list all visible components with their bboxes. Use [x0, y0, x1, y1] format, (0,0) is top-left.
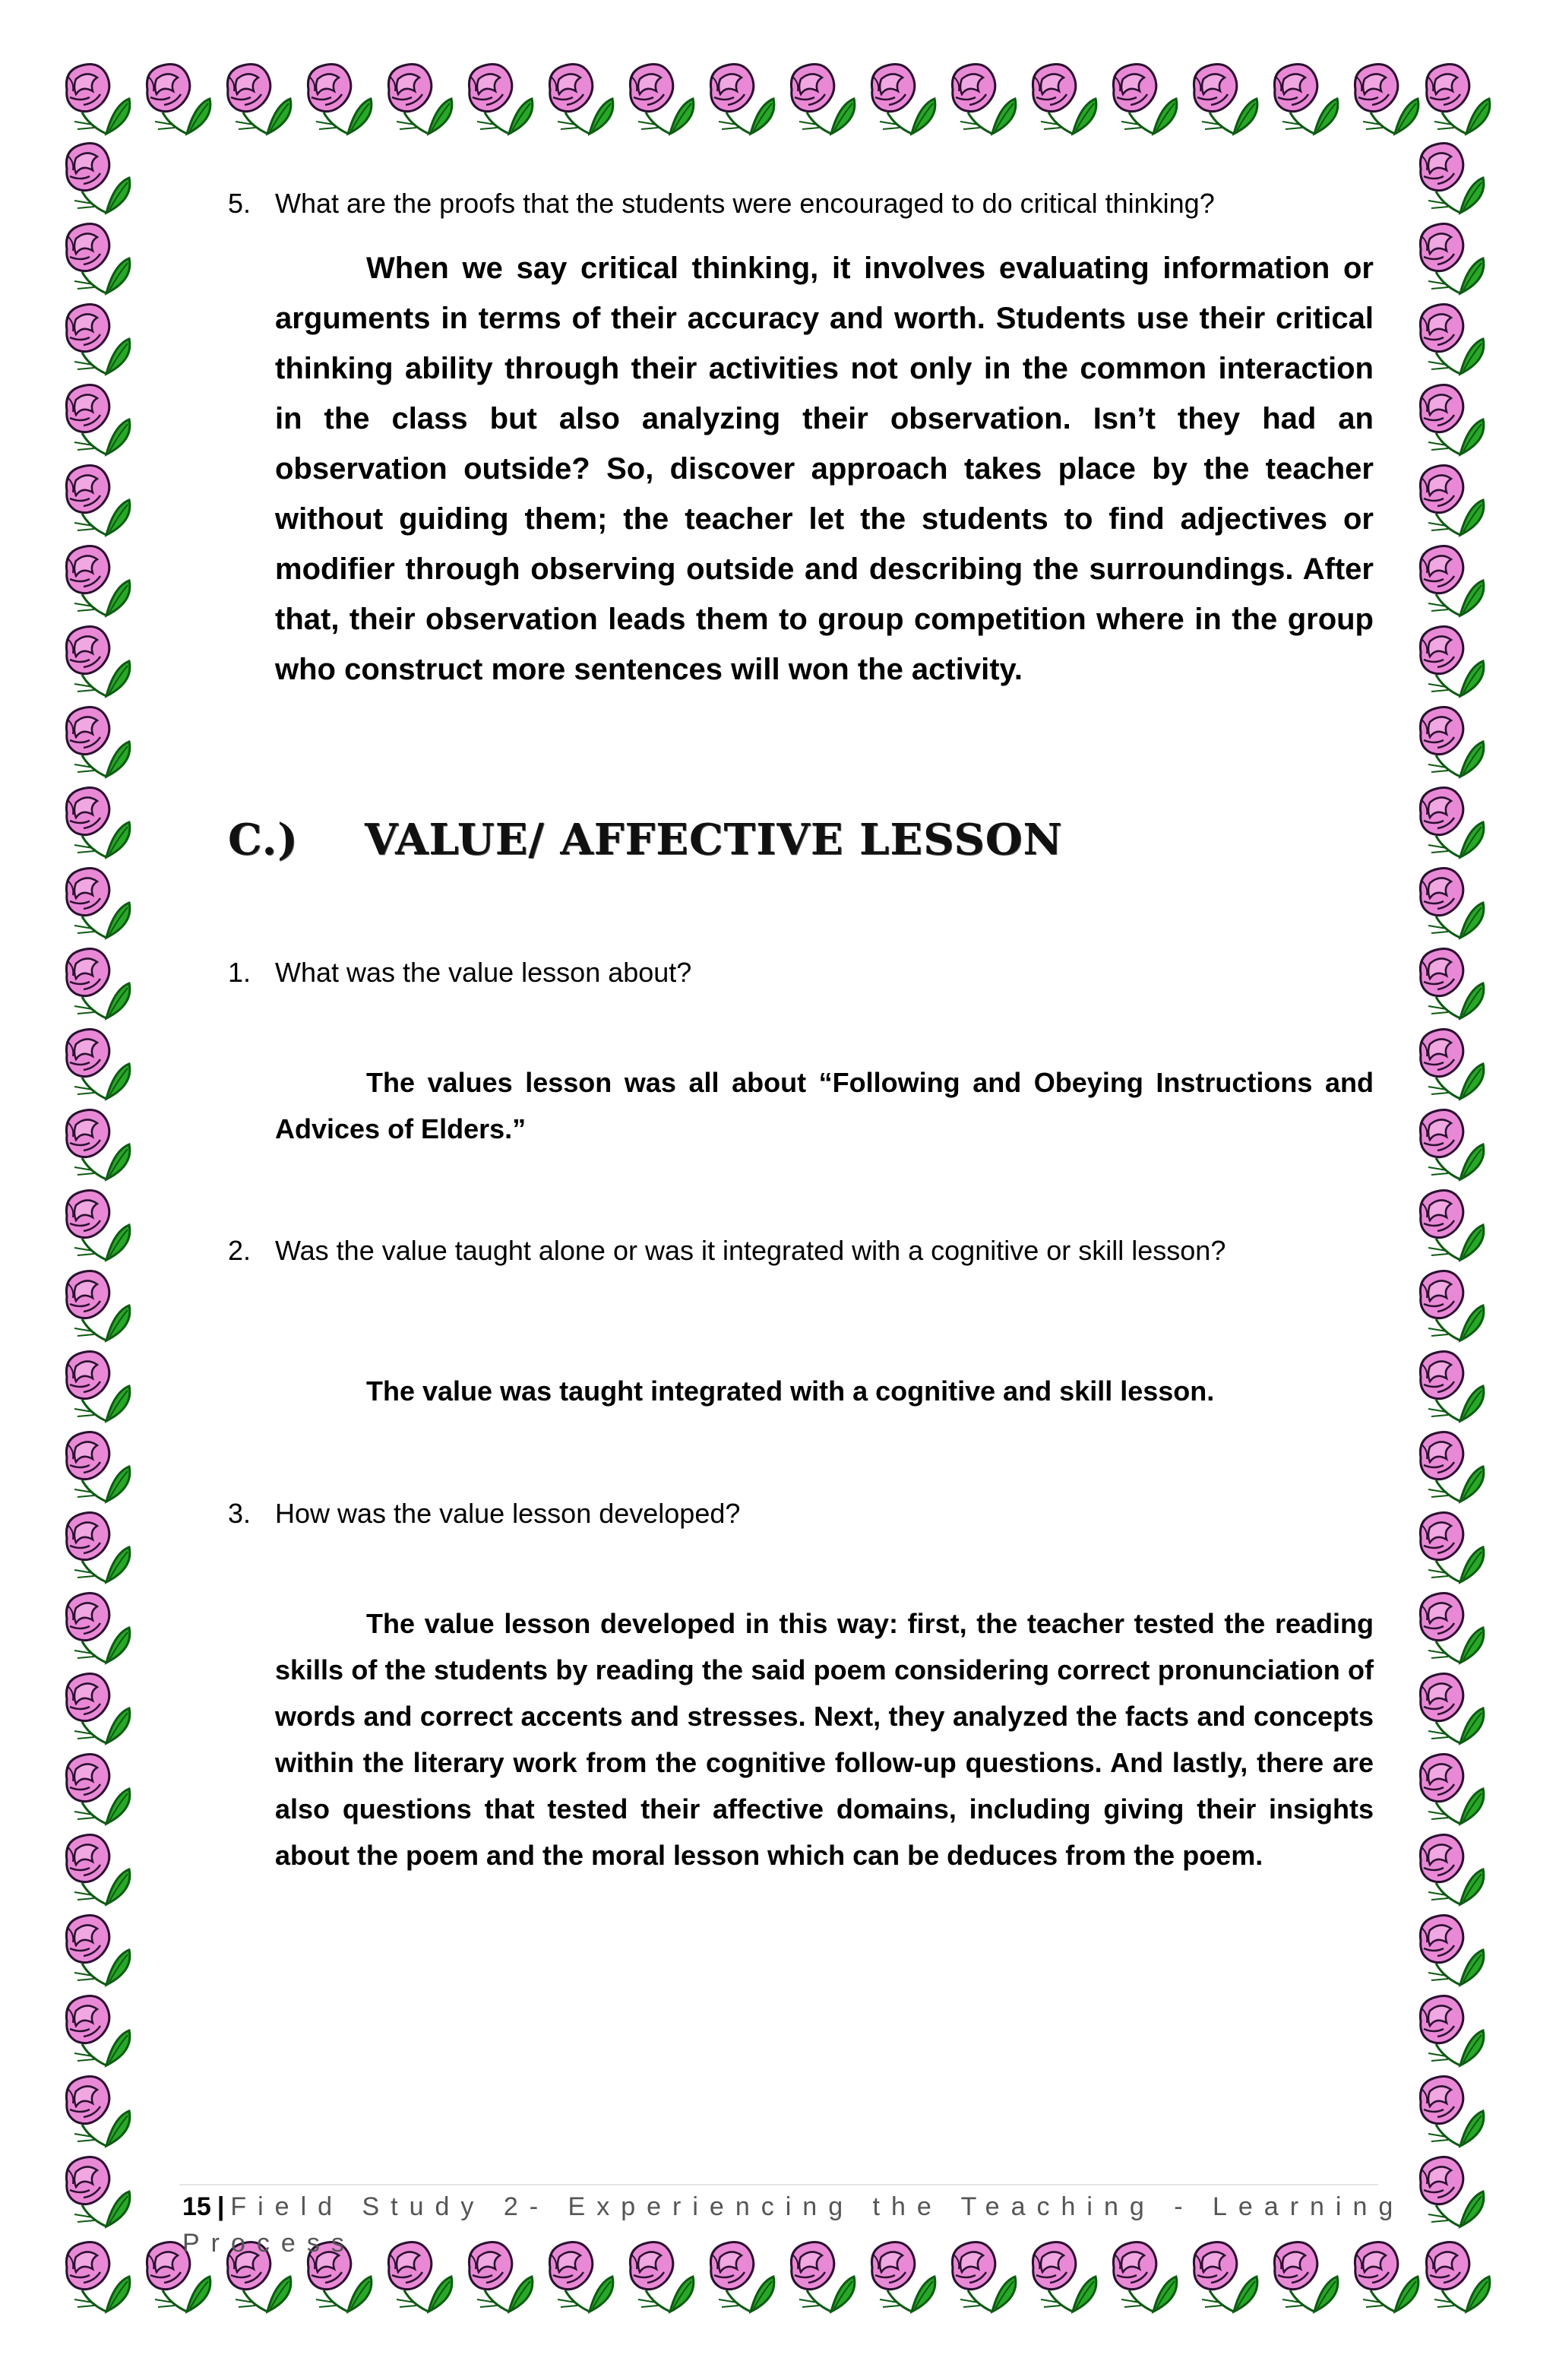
section-heading — [228, 815, 1063, 865]
question-number: 3. — [228, 1498, 251, 1529]
question-text: How was the value lesson developed? — [275, 1498, 741, 1529]
answer-text: The values lesson was all about “Following and Obeying Instructions and Advices of Elders.” — [275, 1067, 1374, 1144]
question-3 — [228, 1495, 740, 1532]
question-text: What was the value lesson about? — [275, 957, 692, 988]
answer-value-integration — [275, 1368, 1374, 1414]
answer-value-lesson-topic — [275, 1059, 1374, 1152]
question-number: 1. — [228, 957, 251, 988]
section-title: VALUE/ AFFECTIVE LESSON — [365, 815, 1063, 865]
answer-value-development — [275, 1600, 1374, 1878]
question-number: 5. — [228, 188, 251, 219]
page-number: 15 — [182, 2192, 211, 2221]
question-1 — [228, 954, 691, 991]
question-2 — [228, 1233, 1226, 1269]
question-5 — [228, 185, 1215, 222]
footer-title: Field Study 2- Experiencing the Teaching - Learning Process — [182, 2192, 1405, 2258]
question-number: 2. — [228, 1235, 251, 1266]
answer-critical-thinking — [275, 243, 1374, 695]
page-footer — [182, 2189, 1556, 2261]
footer-divider — [179, 2184, 1378, 2185]
section-letter: C.) — [228, 815, 299, 865]
question-text: Was the value taught alone or was it integrated with a cognitive or skill lesson? — [275, 1235, 1226, 1266]
answer-text: The value lesson developed in this way: first, the teacher tested the reading skills of the students by reading the said poem considering correct pronunciation of words and correct accents and stresses. Next, they analyzed the facts and concepts within the literary work from the cognitive follow-up questions. And lastly, there are also questions that tested their affective domains, including giving their insights about the poem and the moral lesson which can be deduces from the poem. — [275, 1608, 1374, 1871]
footer-separator: | — [217, 2192, 225, 2221]
answer-text: The value was taught integrated with a cognitive and skill lesson. — [366, 1375, 1215, 1407]
answer-text: When we say critical thinking, it involves evaluating information or arguments in terms of their accuracy and worth. Students use their critical thinking ability through their activities not only in the common interaction in the class but also analyzing their observation. Isn’t they had an observation outside? So, discover approach takes place by the teacher without guiding them; the teacher let the students to find adjectives or modifier through observing outside and describing the surroundings. After that, their observation leads them to group competition where in the group who construct more sentences will won the activity. — [275, 252, 1374, 686]
question-text: What are the proofs that the students were encouraged to do critical thinking? — [275, 188, 1215, 219]
